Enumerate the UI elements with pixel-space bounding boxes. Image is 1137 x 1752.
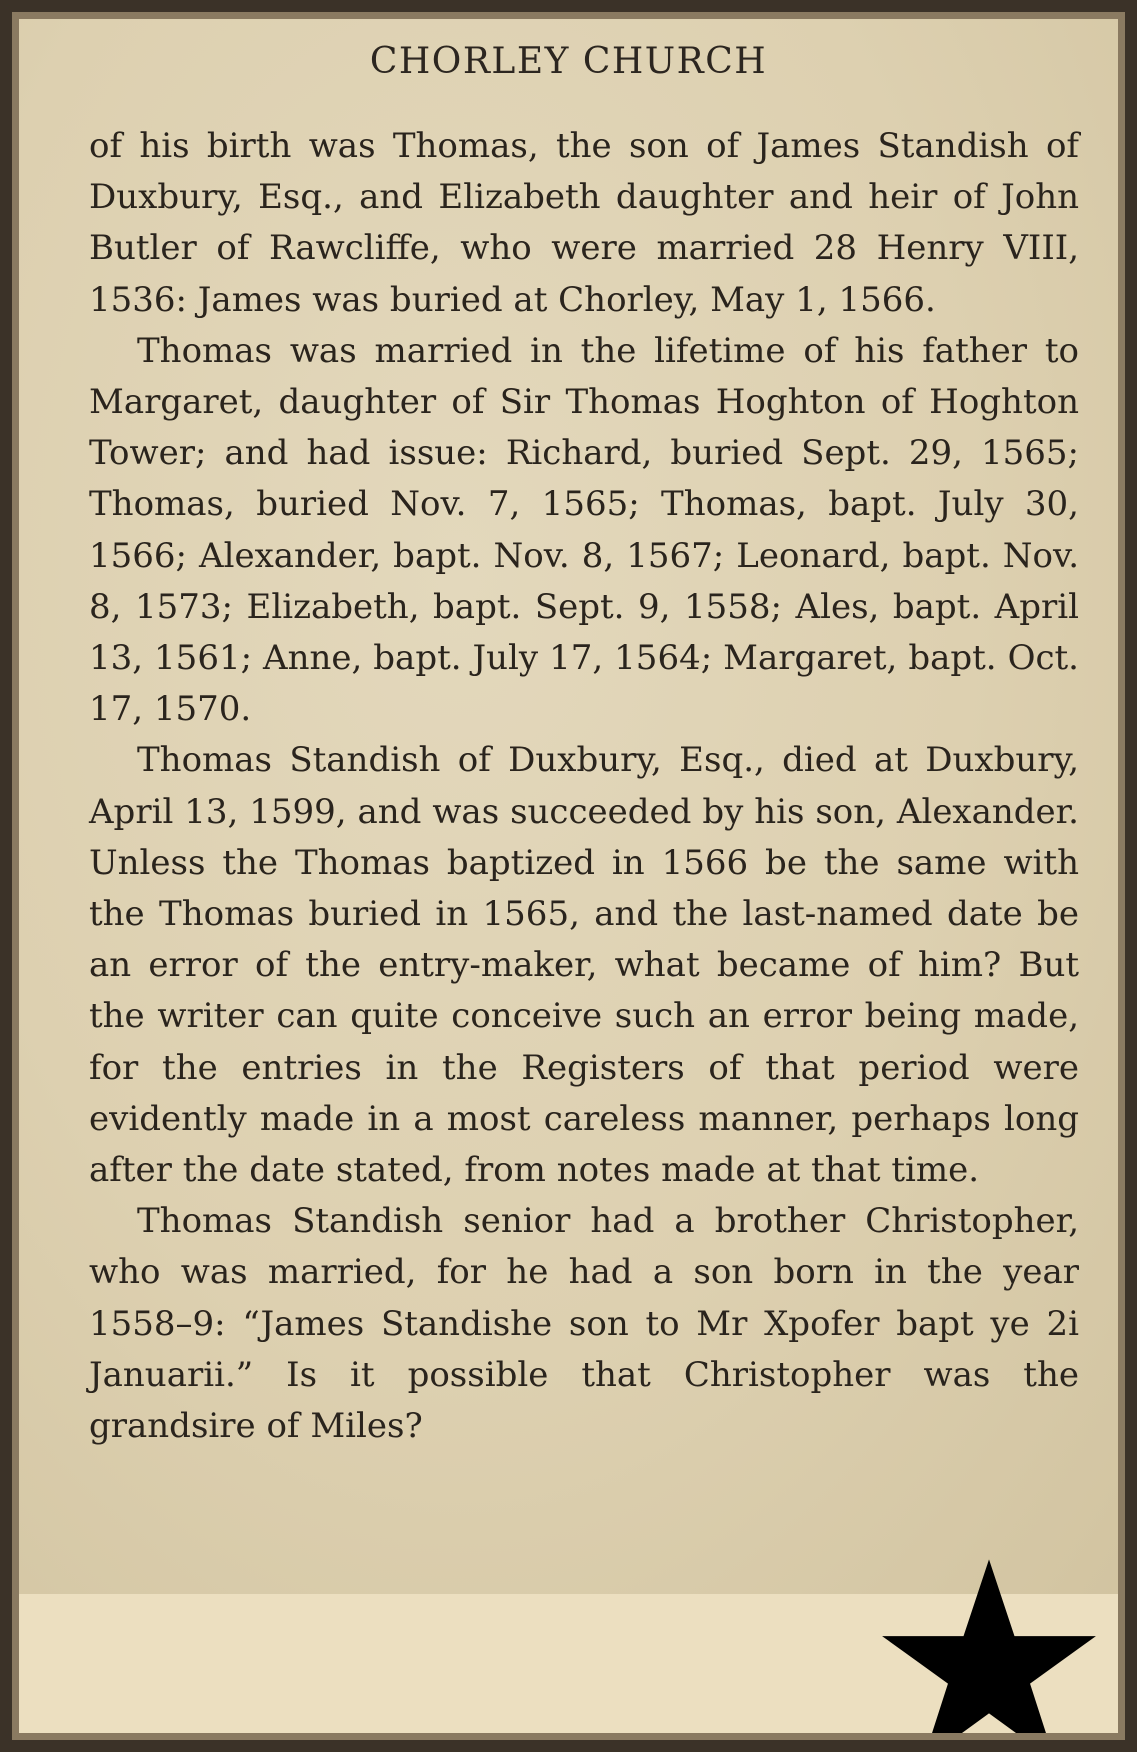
paragraph-2: Thomas was married in the lifetime of his father to Margaret, daughter of Sir Thomas Hoghton of Hoghton Tower; and had issue: Richard, buried Sept. 29, 1565; Thomas, buried Nov. 7, 1565; Thomas, bapt. July 30, 1566; Alexander, bapt. Nov. 8, 1567; Leonard, bapt. Nov. 8, 1573; Elizabeth, bapt. Sept. 9, 1558; Ales, bapt. April 13, 1561; Anne, bapt. July 17, 1564; Margaret, bapt. Oct. 17, 1570. xyxy=(89,330,1079,730)
star-icon xyxy=(881,1559,1097,1733)
body-text xyxy=(89,121,1079,1452)
paragraph-4: Thomas Standish senior had a brother Christopher, who was married, for he had a son born in the year 1558–9: “James Standishe son to Mr Xpofer bapt ye 2i Januarii.” Is it possible that Christopher was the grandsire of Miles? xyxy=(89,1201,1079,1447)
scan-border xyxy=(12,12,1125,1740)
paragraph-3: Thomas Standish of Duxbury, Esq., died at Duxbury, April 13, 1599, and was succeeded by his son, Alexander. Unless the Thomas baptized in 1566 be the same with the Thomas buried in 1565, and the last-named date be an error of the entry-maker, what became of him? But the writer can quite conceive such an error being made, for the entries in the Registers of that period were evidently made in a most careless manner, perhaps long after the date stated, from notes made at that time. xyxy=(89,740,1079,1191)
book-page xyxy=(19,19,1118,1733)
paragraph-1: of his birth was Thomas, the son of James Standish of Duxbury, Esq., and Elizabeth daughter and heir of John Butler of Rawcliffe, who were married 28 Henry VIII, 1536: James was buried at Chorley, May 1, 1566. xyxy=(89,126,1079,320)
running-head: CHORLEY CHURCH xyxy=(369,41,768,82)
